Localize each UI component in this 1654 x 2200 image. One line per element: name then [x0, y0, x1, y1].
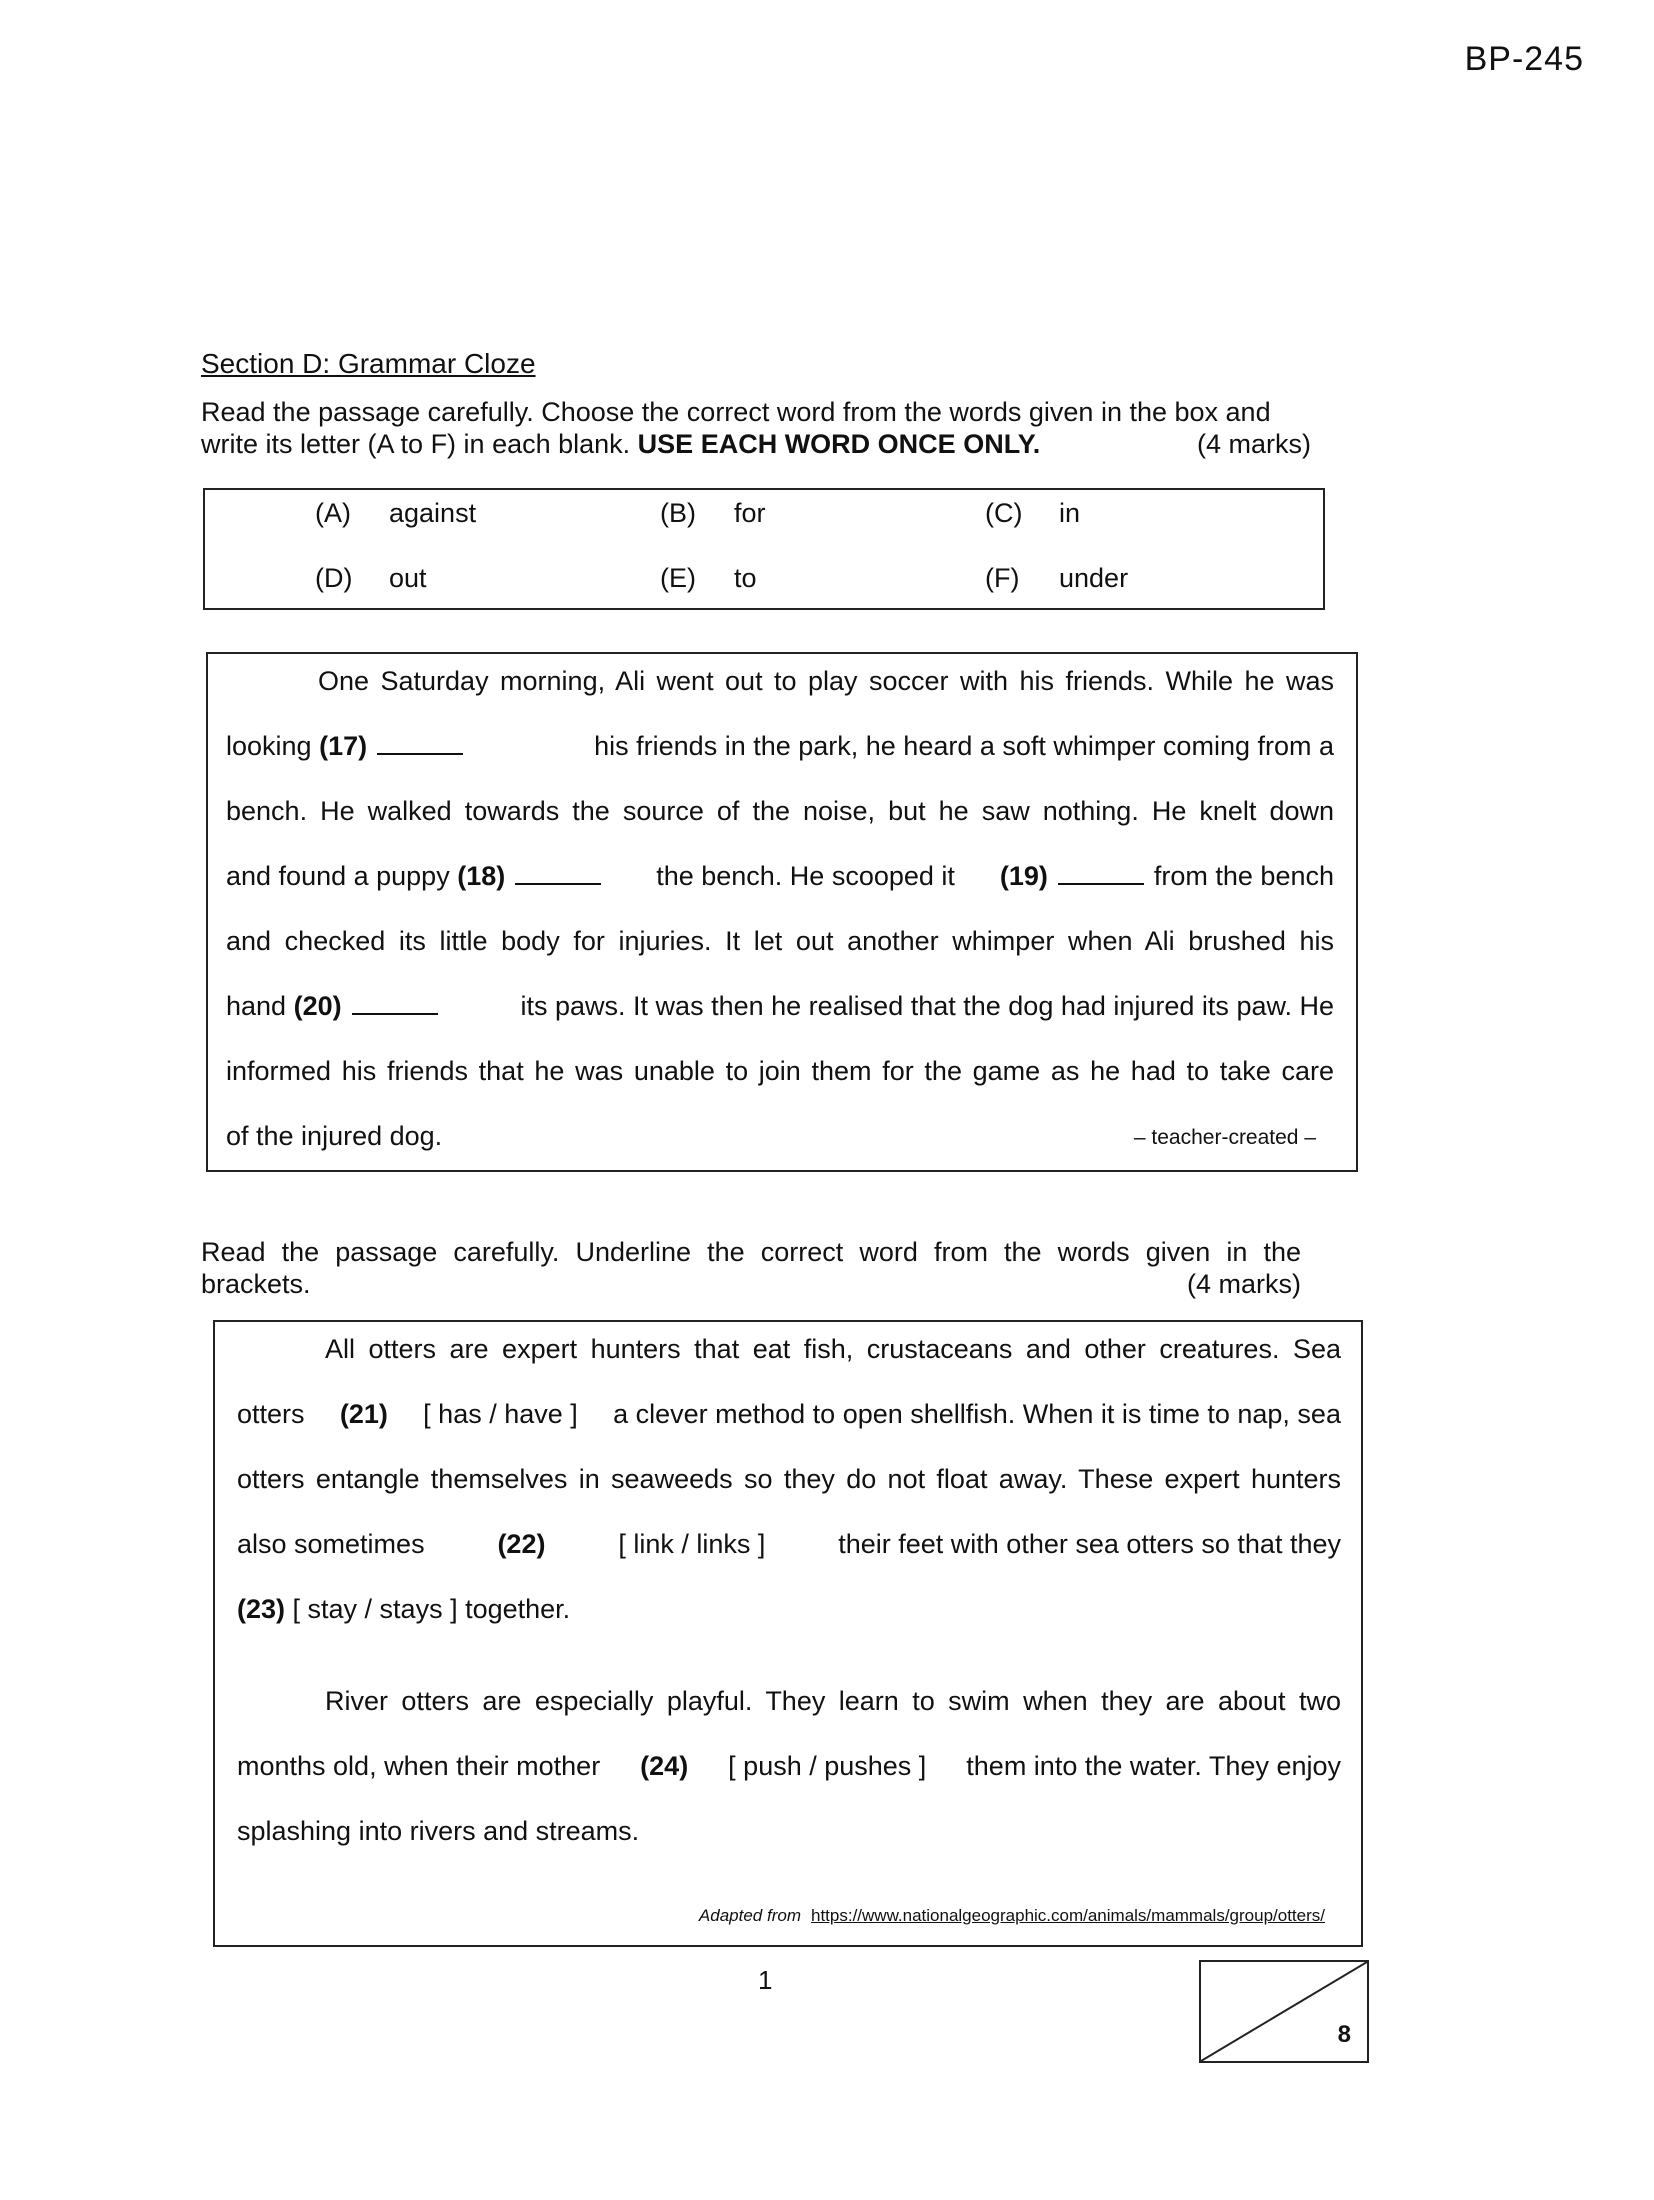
passage-1-line-5: and checked its little body for injuries. It let out another whimper when Ali brushed his: [226, 926, 1334, 956]
source-credit: [699, 1906, 1325, 1926]
instruction-2-text-end: brackets.: [201, 1269, 311, 1299]
passage-1-line-1: One Saturday morning, Ali went out to play soccer with his friends. While he was: [318, 666, 1334, 696]
instruction-1: [201, 396, 1311, 460]
question-19: (19): [999, 861, 1048, 891]
passage-2: [213, 1320, 1363, 1947]
source-link[interactable]: https://www.nationalgeographic.com/animals/mammals/group/otters/: [810, 1906, 1325, 1925]
passage-2-line-3: otters entangle themselves in seaweeds so they do not float away. These expert hunters: [237, 1464, 1341, 1494]
question-21: (21): [339, 1399, 388, 1429]
passage-2-line-2: otters (21) [ has / have ] a clever method to open shellfish. When it is time to nap, sea: [237, 1399, 1341, 1429]
word-option-b: (B) for: [660, 498, 766, 528]
question-22: (22): [497, 1529, 546, 1559]
word-box: [203, 488, 1325, 610]
marks-1: (4 marks): [1197, 429, 1311, 459]
word-option-f: (F) under: [985, 563, 1129, 593]
instruction-2-text: Read the passage carefully. Underline the correct word from the words given in the: [201, 1237, 1301, 1267]
question-24: (24): [640, 1751, 689, 1781]
passage-1-credit: – teacher-created –: [1133, 1126, 1316, 1149]
source-label: Adapted from: [698, 1906, 801, 1925]
instruction-2: [201, 1236, 1301, 1300]
score-box: [1199, 1960, 1369, 2063]
question-18: (18): [457, 861, 506, 891]
passage-1-line-8: of the injured dog.: [226, 1121, 443, 1151]
passage-2-line-8: splashing into rivers and streams.: [237, 1816, 640, 1846]
passage-1-line-3: bench. He walked towards the source of the noise, but he saw nothing. He knelt down: [226, 796, 1334, 826]
passage-1-line-6: hand (20) its paws. It was then he realised that the dog had injured its paw. He: [226, 991, 1334, 1021]
marks-2: (4 marks): [1187, 1269, 1301, 1299]
passage-1-line-2: looking (17) his friends in the park, he heard a soft whimper coming from a: [226, 731, 1334, 761]
word-option-d: (D) out: [315, 563, 427, 593]
blank-17[interactable]: [377, 735, 463, 755]
word-option-c: (C) in: [985, 498, 1081, 528]
choice-24[interactable]: [ push / pushes ]: [728, 1751, 927, 1781]
passage-2-line-6: River otters are especially playful. They learn to swim when they are about two: [325, 1686, 1341, 1716]
instruction-1-emphasis: USE EACH WORD ONCE ONLY.: [637, 429, 1041, 459]
blank-18[interactable]: [515, 865, 601, 885]
blank-19[interactable]: [1058, 865, 1144, 885]
word-option-e: (E) to: [660, 563, 757, 593]
passage-2-line-4: also sometimes (22) [ link / links ] their feet with other sea otters so that they: [237, 1529, 1341, 1559]
page-number: 1: [758, 1965, 773, 1995]
passage-2-line-5: [237, 1594, 570, 1625]
instruction-1-text: Read the passage carefully. Choose the correct word from the words given in the box and write its letter (A to F) in each blank.: [201, 397, 1271, 459]
score-total: 8: [1337, 2021, 1351, 2048]
question-23: (23): [237, 1594, 286, 1624]
blank-20[interactable]: [352, 995, 438, 1015]
passage-1-line-7: informed his friends that he was unable to join them for the game as he had to take care: [226, 1056, 1334, 1086]
passage-2-line-7: months old, when their mother (24) [ push / pushes ] them into the water. They enjoy: [237, 1751, 1341, 1781]
choice-22[interactable]: [ link / links ]: [618, 1529, 766, 1559]
section-title: Section D: Grammar Cloze: [201, 348, 536, 379]
question-20: (20): [293, 991, 342, 1021]
paper-code: BP-245: [1464, 40, 1584, 78]
passage-1: [206, 652, 1358, 1172]
passage-1-line-4: and found a puppy (18) the bench. He scooped it (19) from the bench: [226, 861, 1334, 891]
passage-2-line-1: All otters are expert hunters that eat fish, crustaceans and other creatures. Sea: [325, 1334, 1341, 1364]
question-17: (17): [319, 731, 368, 761]
choice-23[interactable]: [ stay / stays ] together.: [292, 1594, 571, 1624]
word-option-a: (A) against: [315, 498, 477, 528]
choice-21[interactable]: [ has / have ]: [423, 1399, 578, 1429]
